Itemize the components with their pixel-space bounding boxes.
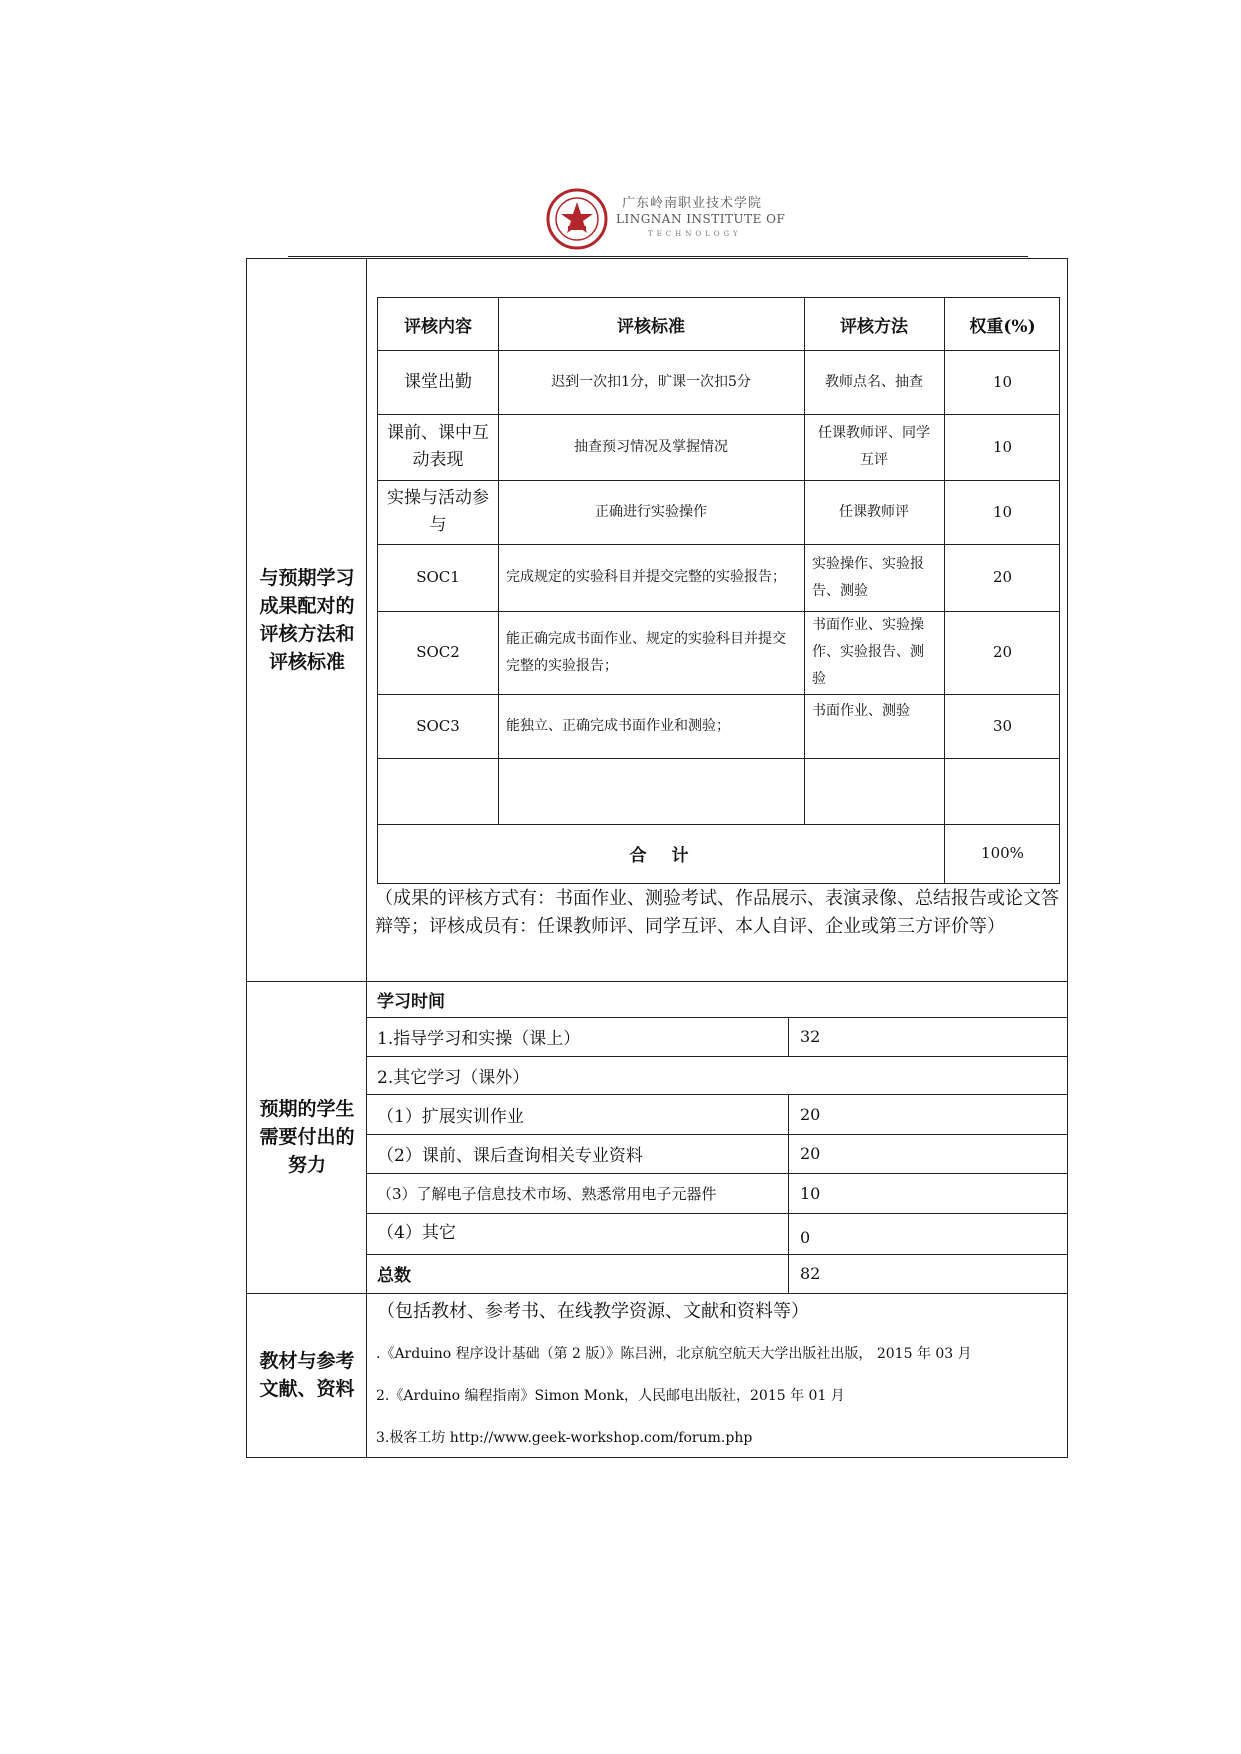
effort-row-label: 2.其它学习（课外） — [377, 1067, 530, 1088]
row-weight: 30 — [992, 716, 1013, 735]
row-standard: 迟到一次扣1分，旷课一次扣5分 — [551, 373, 751, 390]
effort-title: 学习时间 — [377, 991, 445, 1012]
effort-row-label: （1）扩展实训作业 — [377, 1106, 524, 1127]
row-content-empty — [378, 758, 498, 824]
row-method: 实验操作、实验报告、测验 — [812, 555, 924, 599]
grid-line — [367, 1213, 1067, 1214]
effort-row-label: （3）了解电子信息技术市场、熟悉常用电子元器件 — [377, 1184, 717, 1203]
row-content: 课前、课中互动表现 — [387, 423, 489, 470]
course-table — [246, 258, 1068, 1458]
row-standard: 抽查预习情况及掌握情况 — [574, 438, 728, 455]
row-content: 课堂出勤 — [404, 371, 472, 392]
row-content: SOC3 — [416, 716, 460, 735]
row-content: SOC1 — [416, 568, 460, 586]
total-value: 100% — [981, 844, 1024, 862]
references-intro: （包括教材、参考书、在线教学资源、文献和资料等） — [377, 1301, 809, 1322]
row-weight: 20 — [992, 643, 1013, 661]
effort-section-label: 预期的学生需要付出的努力 — [259, 1098, 355, 1176]
row-method: 书面作业、实验操作、实验报告、测验 — [812, 617, 924, 687]
row-weight: 10 — [992, 372, 1013, 391]
reference-item: 3.极客工坊 http://www.geek-workshop.com/forum.php — [376, 1430, 753, 1446]
header-weight: 权重(%) — [969, 316, 1036, 337]
row-standard: 能正确完成书面作业、规定的实验科目并提交完整的实验报告； — [506, 630, 786, 674]
effort-total-value: 82 — [800, 1264, 821, 1283]
effort-row-label: （4）其它 — [377, 1222, 456, 1243]
institute-name-en: LINGNAN INSTITUTE OF — [616, 212, 786, 226]
reference-item: .《Arduino 程序设计基础（第 2 版）》陈吕洲，北京航空航天大学出版社出版， 2015 年 03 月 — [376, 1346, 972, 1362]
grid-line — [367, 1254, 1067, 1255]
header-method: 评核方法 — [840, 316, 908, 337]
row-method: 教师点名、抽查 — [825, 373, 923, 390]
row-standard: 完成规定的实验科目并提交完整的实验报告； — [506, 569, 786, 585]
grid-line — [788, 1094, 789, 1293]
header-standard: 评核标准 — [617, 316, 685, 337]
effort-row-value: 10 — [800, 1183, 821, 1203]
effort-row-value: 20 — [800, 1104, 821, 1124]
row-standard: 正确进行实验操作 — [595, 503, 707, 520]
institute-name-en-2: TECHNOLOGY — [648, 230, 742, 238]
effort-row-value: 20 — [800, 1144, 821, 1163]
assessment-note: （成果的评核方式有：书面作业、测验考试、作品展示、表演录像、总结报告或论文答辩等；评核成员有：任课教师评、同学互评、本人自评、企业或第三方评价等） — [375, 888, 1059, 937]
header-content: 评核内容 — [404, 316, 472, 337]
total-label: 合 计 — [629, 846, 693, 866]
row-content: 实操与活动参与 — [387, 488, 489, 535]
row-weight: 10 — [992, 437, 1013, 456]
effort-total-label: 总数 — [377, 1266, 411, 1286]
row-weight: 10 — [992, 502, 1013, 521]
section-divider — [247, 981, 1067, 982]
reference-item: 2.《Arduino 编程指南》Simon Monk，人民邮电出版社，2015 年 01 月 — [376, 1388, 845, 1404]
page-header — [0, 186, 1241, 256]
effort-row-label: 1.指导学习和实操（课上） — [377, 1029, 581, 1049]
row-method: 书面作业、测验 — [812, 703, 910, 719]
row-weight: 20 — [992, 568, 1013, 586]
row-standard: 能独立、正确完成书面作业和测验； — [506, 717, 730, 734]
grid-line — [788, 1017, 789, 1056]
effort-row-label: （2）课前、课后查询相关专业资料 — [377, 1146, 643, 1166]
effort-row-value: 0 — [800, 1228, 811, 1247]
references-section-label: 教材与参考文献、资料 — [259, 1350, 355, 1400]
row-content: SOC2 — [416, 643, 460, 661]
assessment-table — [377, 297, 1060, 884]
header-rule — [288, 256, 1028, 257]
effort-row-value: 32 — [800, 1027, 821, 1046]
institute-name-cn: 广东岭南职业技术学院 — [622, 196, 763, 211]
institute-logo-icon — [546, 188, 608, 250]
row-method: 任课教师评、同学互评 — [818, 425, 930, 468]
assessment-section-label: 与预期学习成果配对的评核方法和评核标准 — [259, 567, 355, 673]
row-method: 任课教师评 — [839, 503, 909, 520]
